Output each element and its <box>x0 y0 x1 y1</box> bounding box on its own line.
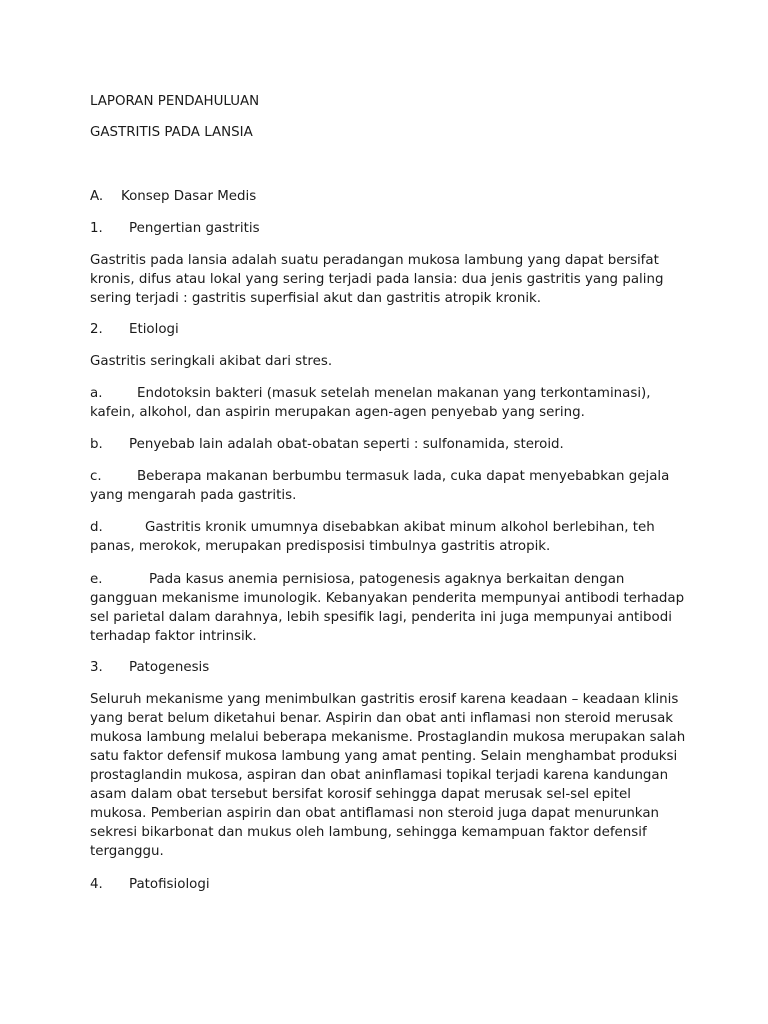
section-1-heading <box>90 219 260 238</box>
document-subtitle: GASTRITIS PADA LANSIA <box>90 125 253 140</box>
etiologi-item-c <box>90 467 690 505</box>
section-3-heading <box>90 658 209 677</box>
section-a-heading <box>90 187 256 206</box>
etiologi-item-d-text: Gastritis kronik umumnya disebabkan akibat minum alkohol berlebihan, teh panas, merokok, merupakan predisposisi timbulnya gastritis atropik. <box>90 520 655 554</box>
section-2-heading <box>90 320 179 339</box>
etiologi-item-b-text: Penyebab lain adalah obat-obatan seperti : sulfonamida, steroid. <box>129 437 564 452</box>
section-1-body: Gastritis pada lansia adalah suatu peradangan mukosa lambung yang dapat bersifat kronis, difus atau lokal yang sering terjadi pada lansia: dua jenis gastritis yang paling sering terjadi : gastritis superfisial akut dan gastritis atropik kronik. <box>90 253 664 306</box>
section-3-marker: 3. <box>90 660 103 675</box>
etiologi-item-b-marker: b. <box>90 437 103 452</box>
section-1-marker: 1. <box>90 221 103 236</box>
document-title: LAPORAN PENDAHULUAN <box>90 94 260 109</box>
section-4-label: Patofisiologi <box>129 877 210 892</box>
etiologi-item-d-marker: d. <box>90 520 103 535</box>
section-2-intro: Gastritis seringkali akibat dari stres. <box>90 354 333 369</box>
section-4-marker: 4. <box>90 877 103 892</box>
section-a-marker: A. <box>90 189 104 204</box>
section-3-body: Seluruh mekanisme yang menimbulkan gastritis erosif karena keadaan – keadaan klinis yang berat belum diketahui benar. Aspirin dan obat anti inflamasi non steroid merusak mukosa lambung melalui beberapa mekanisme. Prostaglandin mukosa merupakan salah satu faktor defensif mukosa lambung yang amat penting. Selain menghambat produksi prostaglandin mukosa, aspiran dan obat aninflamasi topikal terjadi karena kandungan asam dalam obat tersebut bersifat korosif sehingga dapat merusak sel-sel epitel mukosa. Pemberian aspirin dan obat antiflamasi non steroid juga dapat menurunkan sekresi bikarbonat dan mukus oleh lambung, sehingga kemampuan faktor defensif terganggu. <box>90 692 686 859</box>
etiologi-item-b <box>90 435 690 454</box>
section-a-label: Konsep Dasar Medis <box>121 189 257 204</box>
etiologi-item-e-marker: e. <box>90 572 103 587</box>
section-2-marker: 2. <box>90 322 103 337</box>
section-2-label: Etiologi <box>129 322 179 337</box>
section-4-heading <box>90 875 210 894</box>
etiologi-item-e-text: Pada kasus anemia pernisiosa, patogenesis agaknya berkaitan dengan gangguan mekanisme imunologik. Kebanyakan penderita mempunyai antibodi terhadap sel parietal dalam darahnya, lebih spesifik lagi, penderita ini juga mempunyai antibodi terhadap faktor intrinsik. <box>90 572 685 644</box>
etiologi-item-c-text: Beberapa makanan berbumbu termasuk lada, cuka dapat menyebabkan gejala yang mengarah pada gastritis. <box>90 469 670 503</box>
etiologi-item-a-text: Endotoksin bakteri (masuk setelah menelan makanan yang terkontaminasi), kafein, alkohol, dan aspirin merupakan agen-agen penyebab yang sering. <box>90 386 651 420</box>
etiologi-item-e <box>90 570 690 646</box>
etiologi-item-d <box>90 518 690 556</box>
etiologi-item-a-marker: a. <box>90 386 103 401</box>
section-1-label: Pengertian gastritis <box>129 221 260 236</box>
etiologi-item-a <box>90 384 690 422</box>
etiologi-item-c-marker: c. <box>90 469 102 484</box>
section-3-label: Patogenesis <box>129 660 210 675</box>
